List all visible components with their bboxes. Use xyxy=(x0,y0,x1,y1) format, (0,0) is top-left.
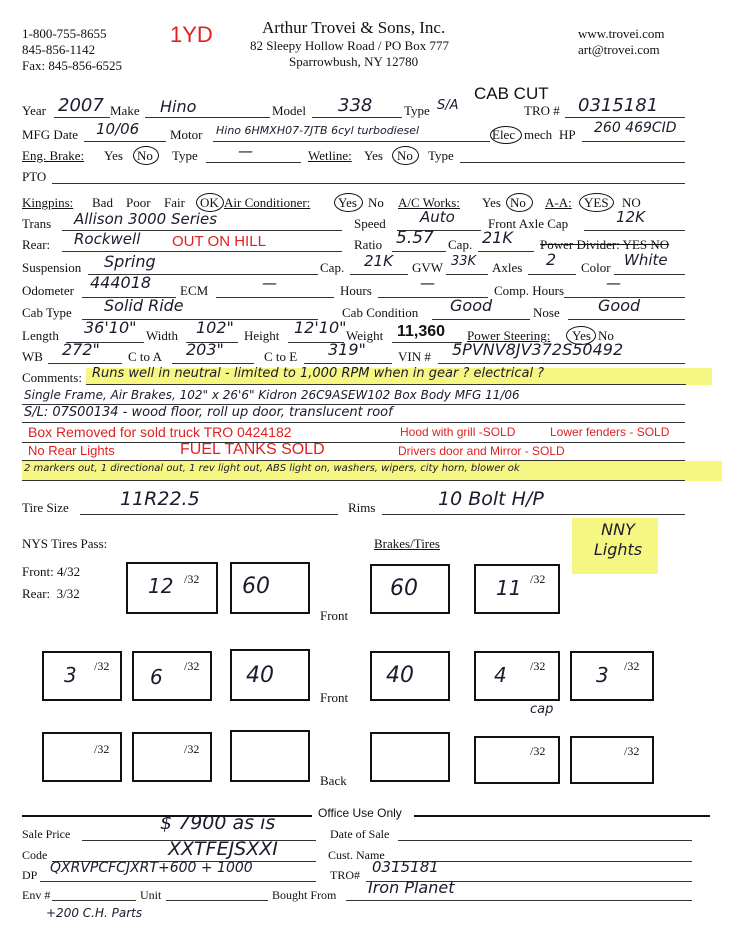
suspension-label: Suspension xyxy=(22,260,82,275)
tread-unit: /32 xyxy=(624,744,640,758)
rims-label: Rims xyxy=(348,500,376,515)
brake-box-back-right xyxy=(370,732,450,782)
tread-unit: /32 xyxy=(94,742,110,756)
type-label: Type xyxy=(404,103,430,118)
weight-label: Weight xyxy=(346,328,384,343)
hours-value: — xyxy=(420,274,435,292)
year-value: 2007 xyxy=(58,95,104,116)
cab-type-value: Solid Ride xyxy=(104,296,184,315)
sale-price-value: $ 7900 as is xyxy=(160,812,276,834)
motor-value: Hino 6HMXH07-7JTB 6cyl turbodiesel xyxy=(216,124,420,137)
nny-lights-note: NNY Lights xyxy=(593,520,643,559)
tread-unit: /32 xyxy=(184,742,200,756)
eng-brake-yes: Yes xyxy=(104,148,123,163)
brake-value: 60 xyxy=(242,574,270,599)
color-value: White xyxy=(624,251,668,269)
tread-unit: /32 xyxy=(530,744,546,758)
power-divider-label: Power Divider: YES NO xyxy=(540,237,670,252)
brake-value: 40 xyxy=(246,663,274,688)
office-tro-value: 0315181 xyxy=(372,858,439,876)
susp-cap-value: 21K xyxy=(364,252,393,270)
front-axle-text: Front xyxy=(320,608,349,623)
gvw-value: 33K xyxy=(451,254,477,269)
ecm-label: ECM xyxy=(180,283,209,298)
website: www.trovei.com xyxy=(578,26,665,41)
mfg-date-value: 10/06 xyxy=(96,120,140,138)
model-value: 338 xyxy=(338,95,373,116)
env-label: Env # xyxy=(22,888,51,902)
rims-value: 10 Bolt H/P xyxy=(438,488,544,510)
tread-unit: /32 xyxy=(624,659,640,673)
ac-yes: Yes xyxy=(338,195,357,210)
box-removed-note: Box Removed for sold truck TRO 0424182 xyxy=(28,424,292,440)
susp-cap-label: Cap. xyxy=(320,260,345,275)
kingpins-label: Kingpins: xyxy=(22,195,74,210)
c-to-a-value: 203" xyxy=(186,340,224,359)
company-city: Sparrowbush, NY 12780 xyxy=(289,54,419,69)
tire-box-back-outer-left xyxy=(42,732,122,782)
yard-code: 1YD xyxy=(170,22,213,47)
brakes-tires-label: Brakes/Tires xyxy=(374,536,440,551)
dp-value: QXRVPCFCJXRT+600 + 1000 xyxy=(50,860,253,876)
pto-label: PTO xyxy=(22,169,47,184)
mfg-date-label: MFG Date xyxy=(22,127,78,142)
odometer-value: 444018 xyxy=(90,273,152,292)
height-label: Height xyxy=(244,328,280,343)
fenders-sold-note: Lower fenders - SOLD xyxy=(550,425,670,439)
cab-cut-note: CAB CUT xyxy=(474,84,549,103)
cab-type-label: Cab Type xyxy=(22,305,72,320)
tire-box-front-right xyxy=(474,564,560,614)
fax-number: Fax: 845-856-6525 xyxy=(22,58,123,73)
motor-label: Motor xyxy=(170,127,203,142)
width-value: 102" xyxy=(196,318,234,337)
nose-value: Good xyxy=(598,296,641,315)
length-value: 36'10" xyxy=(84,318,137,337)
cust-name-label: Cust. Name xyxy=(328,848,385,862)
email: art@trovei.com xyxy=(578,42,660,57)
tread-unit: /32 xyxy=(530,659,546,673)
tire-box-rear-inner-left xyxy=(132,651,212,701)
front-pass-label: Front: 4/32 xyxy=(22,564,81,579)
type-value: S/A xyxy=(437,98,459,113)
comp-hours-label: Comp. Hours xyxy=(494,283,565,298)
axles-label: Axles xyxy=(492,260,523,275)
rear-value: Rockwell xyxy=(74,230,141,248)
hours-label: Hours xyxy=(340,283,372,298)
odometer-label: Odometer xyxy=(22,283,74,298)
vin-value: 5PVNV8JV372S50492 xyxy=(452,340,624,359)
wetline-yes: Yes xyxy=(364,148,383,163)
brake-value: 60 xyxy=(390,576,418,601)
tire-box-back-inner-left xyxy=(132,732,212,782)
aa-no: NO xyxy=(622,195,641,210)
tire-size-value: 11R22.5 xyxy=(120,488,200,510)
wb-label: WB xyxy=(22,349,43,364)
ac-works-label: A/C Works: xyxy=(398,195,460,210)
power-steering-label: Power Steering: xyxy=(467,328,551,343)
aa-yes: YES xyxy=(584,195,609,210)
ac-works-yes: Yes xyxy=(482,195,501,210)
color-label: Color xyxy=(581,260,611,275)
dp-label: DP xyxy=(22,868,38,882)
rear-cap-value: 21K xyxy=(482,228,513,247)
c-to-a-label: C to A xyxy=(128,349,162,364)
tire-box-rear-inner-right xyxy=(474,651,560,701)
comment-line-1: Runs well in neutral - limited to 1,000 RPM when in gear ? electrical ? xyxy=(92,366,545,381)
wetline-label: Wetline: xyxy=(308,148,352,163)
rear-note: OUT ON HILL xyxy=(172,233,266,250)
tire-tread-value: 6 xyxy=(150,665,163,689)
ratio-value: 5.57 xyxy=(396,228,434,248)
back-axle-text: Back xyxy=(320,773,347,788)
cap-note: cap xyxy=(530,702,554,717)
trans-value: Allison 3000 Series xyxy=(74,210,218,228)
hp-value: 260 469CID xyxy=(594,120,677,136)
axles-value: 2 xyxy=(546,250,557,269)
unit-label: Unit xyxy=(140,888,162,902)
fuel-tanks-sold-note: FUEL TANKS SOLD xyxy=(180,441,325,458)
tread-unit: /32 xyxy=(184,659,200,673)
suspension-value: Spring xyxy=(104,252,156,271)
rear-label: Rear: xyxy=(22,237,51,252)
wetline-type-label: Type xyxy=(428,148,454,163)
hood-sold-note: Hood with grill -SOLD xyxy=(400,425,516,439)
speed-label: Speed xyxy=(354,216,386,231)
tro-label: TRO # xyxy=(524,103,560,118)
tro-value: 0315181 xyxy=(578,95,659,116)
brake-value: 40 xyxy=(386,663,414,688)
kingpins-poor: Poor xyxy=(126,195,151,210)
speed-value: Auto xyxy=(420,208,455,226)
bought-from-label: Bought From xyxy=(272,888,337,902)
brake-box-front-left xyxy=(230,562,310,614)
length-label: Length xyxy=(22,328,59,343)
tread-unit: /32 xyxy=(94,659,110,673)
kingpins-bad: Bad xyxy=(92,195,113,210)
tire-tread-value: 4 xyxy=(494,663,507,687)
company-name: Arthur Trovei & Sons, Inc. xyxy=(262,18,446,37)
front-axle-label: Front Axle Cap xyxy=(488,216,569,231)
mech-label: mech xyxy=(524,127,553,142)
tire-box-back-outer-right xyxy=(570,736,654,784)
rear-pass-label: Rear: 3/32 xyxy=(22,586,80,601)
rear-cap-label: Cap. xyxy=(448,237,473,252)
eng-brake-type-label: Type xyxy=(172,148,198,163)
drivers-door-sold-note: Drivers door and Mirror - SOLD xyxy=(398,444,565,458)
comment-line-3: S/L: 07S00134 - wood floor, roll up door, translucent roof xyxy=(24,405,393,420)
model-label: Model xyxy=(272,103,306,118)
code-label: Code xyxy=(22,848,48,862)
c-to-e-label: C to E xyxy=(264,349,298,364)
wb-value: 272" xyxy=(62,340,100,359)
tread-unit: /32 xyxy=(530,572,546,586)
hp-label: HP xyxy=(559,127,576,142)
kingpins-fair: Fair xyxy=(164,195,185,210)
gvw-label: GVW xyxy=(412,260,444,275)
brake-box-rear-left xyxy=(230,649,310,701)
tire-box-rear-outer-right xyxy=(570,651,654,701)
c-to-e-value: 319" xyxy=(328,340,366,359)
kingpins-ok: OK xyxy=(200,195,219,210)
brake-box-front-right xyxy=(370,564,450,614)
tire-tread-value: 11 xyxy=(496,576,522,600)
ecm-value: — xyxy=(262,274,277,292)
comments-label: Comments: xyxy=(22,370,82,385)
no-rear-lights-note: No Rear Lights xyxy=(28,443,115,458)
sale-price-label: Sale Price xyxy=(22,827,71,841)
phone-number: 1-800-755-8655 xyxy=(22,26,107,41)
comment-line-2: Single Frame, Air Brakes, 102" x 26'6" Kidron 26C9ASEW102 Box Body MFG 11/06 xyxy=(24,388,520,402)
office-use-title: Office Use Only xyxy=(318,806,402,820)
eng-brake-label: Eng. Brake: xyxy=(22,148,85,163)
height-value: 12'10" xyxy=(294,318,347,337)
rear-axle-text: Front xyxy=(320,690,349,705)
tire-tread-value: 12 xyxy=(148,574,174,598)
year-label: Year xyxy=(22,103,46,118)
parts-note: +200 C.H. Parts xyxy=(46,906,143,920)
tire-tread-value: 3 xyxy=(596,663,609,687)
brake-box-back-left xyxy=(230,730,310,782)
tire-tread-value: 3 xyxy=(64,663,77,687)
tread-unit: /32 xyxy=(184,572,200,586)
make-value: Hino xyxy=(160,97,197,116)
power-steering-yes: Yes xyxy=(572,328,591,343)
power-steering-no: No xyxy=(598,328,614,343)
wetline-no: No xyxy=(397,148,413,163)
comp-hours-value: — xyxy=(606,274,621,292)
weight-value: 11,360 xyxy=(397,323,446,340)
code-value: XXTFEJSXXI xyxy=(168,838,278,860)
eng-brake-type-value: — xyxy=(238,142,253,160)
elec-label: Elec xyxy=(492,127,516,142)
nose-label: Nose xyxy=(533,305,560,320)
ac-label: Air Conditioner: xyxy=(224,195,311,210)
tire-box-back-inner-right xyxy=(474,736,560,784)
phone-number-2: 845-856-1142 xyxy=(22,42,96,57)
company-address: 82 Sleepy Hollow Road / PO Box 777 xyxy=(250,38,449,53)
trans-label: Trans xyxy=(22,216,52,231)
cab-condition-label: Cab Condition xyxy=(342,305,419,320)
make-label: Make xyxy=(110,103,140,118)
tire-box-rear-outer-left xyxy=(42,651,122,701)
office-tro-label: TRO# xyxy=(330,868,360,882)
comment-line-6: 2 markers out, 1 directional out, 1 rev light out, ABS light on, washers, wipers, city horn, blower ok xyxy=(24,463,520,474)
bought-from-value: Iron Planet xyxy=(368,878,455,897)
width-label: Width xyxy=(146,328,178,343)
date-of-sale-label: Date of Sale xyxy=(330,827,390,841)
vin-label: VIN # xyxy=(398,349,431,364)
tire-size-label: Tire Size xyxy=(22,500,69,515)
front-axle-value: 12K xyxy=(616,208,645,226)
eng-brake-no: No xyxy=(137,148,153,163)
cab-condition-value: Good xyxy=(450,296,493,315)
ac-works-no: No xyxy=(510,195,526,210)
brake-box-rear-right xyxy=(370,651,450,701)
aa-label: A-A: xyxy=(545,195,572,210)
nys-tires-label: NYS Tires Pass: xyxy=(22,536,108,551)
ac-no: No xyxy=(368,195,384,210)
tire-box-front-left xyxy=(126,562,218,614)
ratio-label: Ratio xyxy=(354,237,383,252)
